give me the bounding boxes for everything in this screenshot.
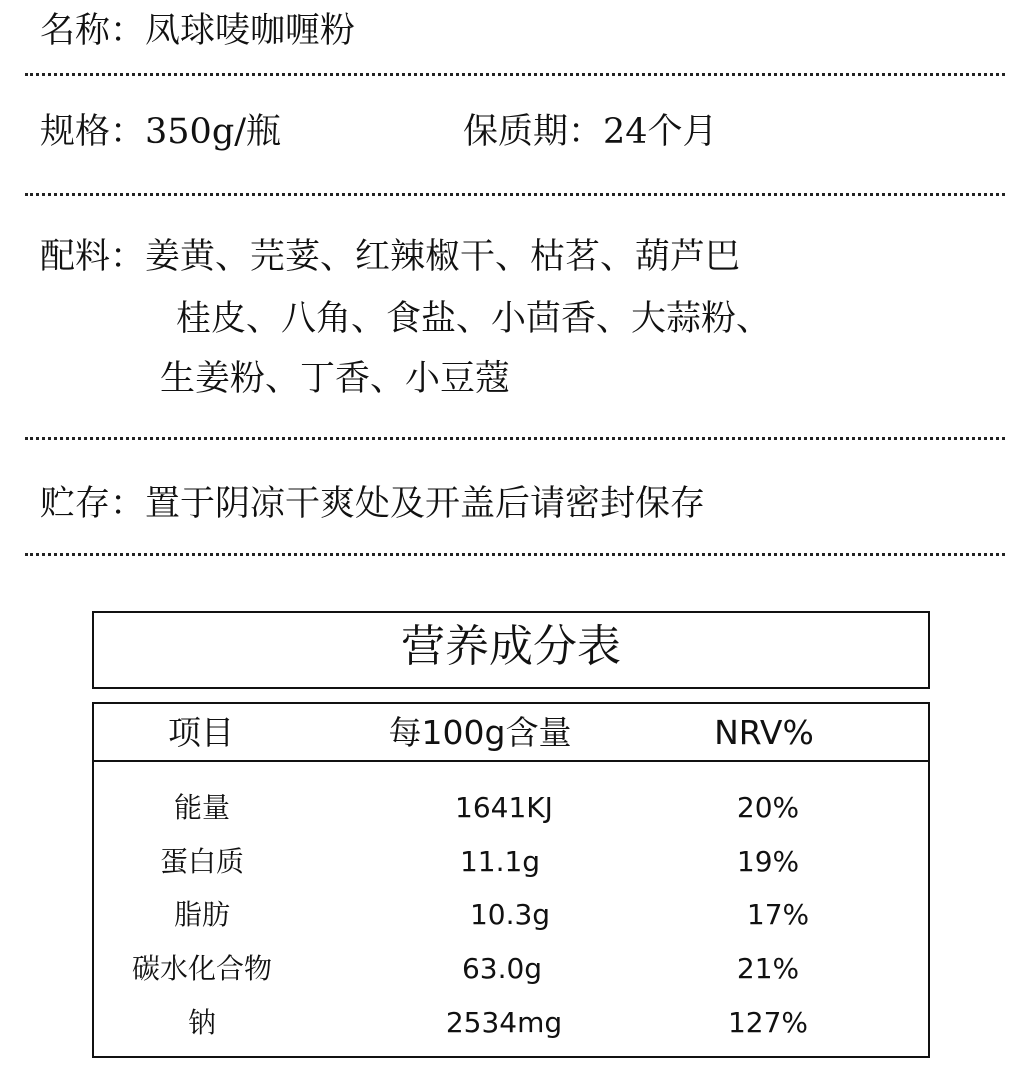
name-value: 凤球唛咖喱粉 — [145, 11, 356, 51]
table-cell-amount: 11.1g — [459, 845, 541, 878]
nutrition-title-box — [92, 611, 930, 689]
table-cell-nrv: 20% — [736, 791, 800, 824]
nutrition-title: 营养成分表 — [401, 621, 621, 672]
name-label: 名称： — [40, 11, 146, 51]
ingredients-line-2: 桂皮、八角、食盐、小茴香、大蒜粉、 — [176, 299, 772, 339]
table-cell-nrv: 21% — [736, 952, 800, 985]
table-cell-item: 蛋白质 — [159, 845, 244, 878]
storage-label: 贮存： — [40, 484, 146, 524]
name-row — [40, 11, 356, 51]
table-cell-nrv: 19% — [736, 845, 800, 878]
shelf-life-row — [463, 112, 718, 152]
table-cell-item: 能量 — [173, 791, 230, 824]
divider — [25, 73, 1005, 76]
spec-row — [40, 112, 282, 152]
table-cell-amount: 1641KJ — [455, 791, 553, 824]
table-cell-item: 钠 — [187, 1006, 216, 1039]
shelf-life-label: 保质期： — [463, 112, 604, 152]
header-item: 项目 — [168, 713, 234, 752]
header-nrv: NRV% — [714, 713, 814, 752]
table-cell-amount: 2534mg — [445, 1006, 563, 1039]
table-cell-nrv: 17% — [746, 898, 810, 931]
storage-value: 置于阴凉干爽处及开盖后请密封保存 — [145, 484, 706, 524]
ingredients-line-3: 生姜粉、丁香、小豆蔻 — [160, 359, 511, 399]
table-cell-nrv: 127% — [727, 1006, 809, 1039]
divider — [25, 553, 1005, 556]
ingredients-row — [40, 237, 741, 277]
divider — [25, 193, 1005, 196]
storage-row — [40, 484, 706, 524]
table-cell-amount: 10.3g — [469, 898, 551, 931]
spec-label: 规格： — [40, 112, 146, 152]
header-divider — [94, 760, 928, 762]
ingredients-line-1: 姜黄、芫荽、红辣椒干、枯茗、葫芦巴 — [145, 237, 741, 277]
table-cell-item: 脂肪 — [173, 898, 230, 931]
table-cell-amount: 63.0g — [461, 952, 543, 985]
nutrition-table — [92, 702, 930, 1058]
spec-value: 350g/瓶 — [145, 112, 282, 152]
shelf-life-value: 24个月 — [603, 112, 718, 152]
divider — [25, 437, 1005, 440]
table-cell-item: 碳水化合物 — [131, 952, 272, 985]
ingredients-label: 配料： — [40, 237, 146, 277]
header-per-100g: 每100g含量 — [388, 713, 572, 752]
